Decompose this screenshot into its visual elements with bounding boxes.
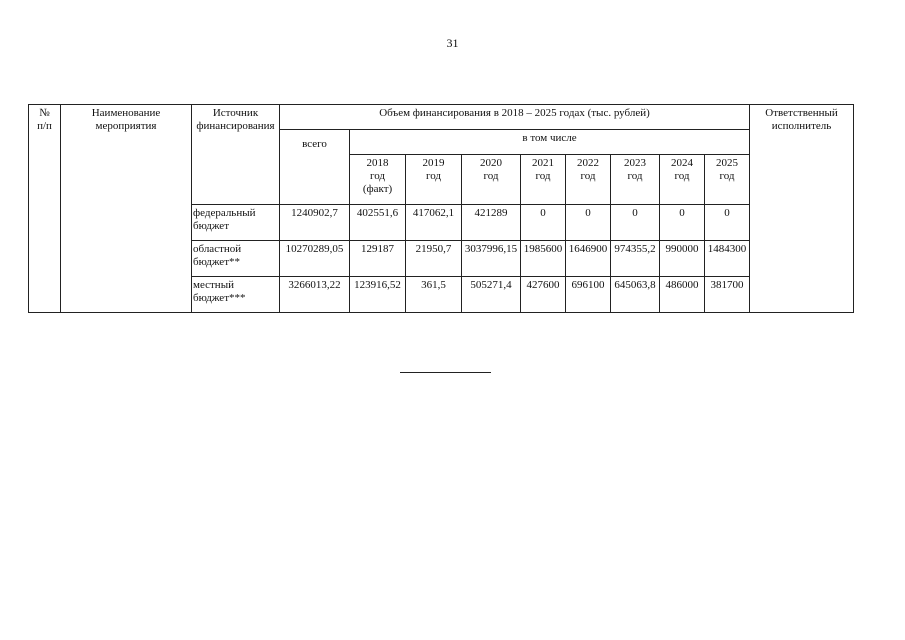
responsible-header-line2: исполнитель	[771, 120, 832, 132]
year-label: 2019	[422, 157, 445, 169]
value-cell: 0	[521, 205, 566, 241]
value-cell: 21950,7	[406, 241, 462, 277]
source-header-line1: Источник	[212, 107, 259, 119]
value-cell: 505271,4	[462, 277, 521, 313]
total-header: всего	[280, 130, 350, 205]
value-cell: 402551,6	[350, 205, 406, 241]
value-cell: 645063,8	[611, 277, 660, 313]
value-cell: 0	[566, 205, 611, 241]
value-cell: 381700	[705, 277, 750, 313]
year-header	[462, 155, 521, 205]
number-header-line2: п/п	[37, 120, 52, 132]
value-cell: 990000	[660, 241, 705, 277]
value-cell: 0	[611, 205, 660, 241]
year-label: 2024	[671, 157, 693, 169]
year-label: 2023	[624, 157, 646, 169]
year-word: год	[535, 170, 551, 182]
year-header	[350, 155, 406, 205]
value-cell: 129187	[350, 241, 406, 277]
value-cell: 0	[660, 205, 705, 241]
value-cell: 361,5	[406, 277, 462, 313]
year-header	[705, 155, 750, 205]
source-header-line2: финансирования	[196, 120, 275, 132]
financing-table	[28, 104, 854, 313]
event-name-column	[61, 105, 192, 313]
footnote-divider	[400, 372, 491, 373]
year-word: год	[580, 170, 596, 182]
year-word: год	[674, 170, 690, 182]
value-cell: 3037996,15	[462, 241, 521, 277]
value-cell: 421289	[462, 205, 521, 241]
year-word: год	[425, 170, 442, 182]
source-line2: бюджет	[193, 220, 229, 232]
year-header	[611, 155, 660, 205]
source-line2: бюджет***	[193, 292, 246, 304]
year-word: год	[483, 170, 499, 182]
number-header-line1: №	[39, 107, 50, 119]
value-cell: 0	[705, 205, 750, 241]
year-label: 2022	[577, 157, 599, 169]
year-header	[660, 155, 705, 205]
year-header	[406, 155, 462, 205]
year-word: год	[719, 170, 735, 182]
page-number: 31	[446, 36, 459, 50]
total-cell: 3266013,22	[280, 277, 350, 313]
number-column	[29, 105, 61, 313]
source-line1: областной	[193, 243, 242, 255]
year-word: год	[627, 170, 643, 182]
source-header	[192, 105, 280, 205]
year-label: 2020	[480, 157, 502, 169]
value-cell: 1646900	[566, 241, 611, 277]
including-header: в том числе	[350, 130, 750, 155]
source-line1: федеральный	[193, 207, 256, 219]
year-label: 2018	[366, 157, 389, 169]
total-cell: 1240902,7	[280, 205, 350, 241]
event-name-header-line1: Наименование	[91, 107, 161, 119]
value-cell: 427600	[521, 277, 566, 313]
year-word: год	[369, 170, 386, 182]
responsible-header-line1: Ответственный	[765, 107, 838, 119]
source-cell	[192, 277, 280, 313]
year-header	[566, 155, 611, 205]
year-header	[521, 155, 566, 205]
value-cell: 486000	[660, 277, 705, 313]
event-name-header-line2: мероприятия	[95, 120, 157, 132]
financing-header: Объем финансирования в 2018 – 2025 годах (тыс. рублей)	[280, 105, 750, 130]
source-line2: бюджет**	[193, 256, 240, 268]
value-cell: 696100	[566, 277, 611, 313]
value-cell: 974355,2	[611, 241, 660, 277]
total-cell: 10270289,05	[280, 241, 350, 277]
year-label: 2025	[716, 157, 739, 169]
year-note: (факт)	[362, 183, 393, 195]
value-cell: 1985600	[521, 241, 566, 277]
year-label: 2021	[532, 157, 554, 169]
value-cell: 1484300	[705, 241, 750, 277]
source-cell	[192, 241, 280, 277]
value-cell: 417062,1	[406, 205, 462, 241]
source-cell	[192, 205, 280, 241]
value-cell: 123916,52	[350, 277, 406, 313]
responsible-column	[750, 105, 854, 313]
source-line1: местный	[193, 279, 234, 291]
